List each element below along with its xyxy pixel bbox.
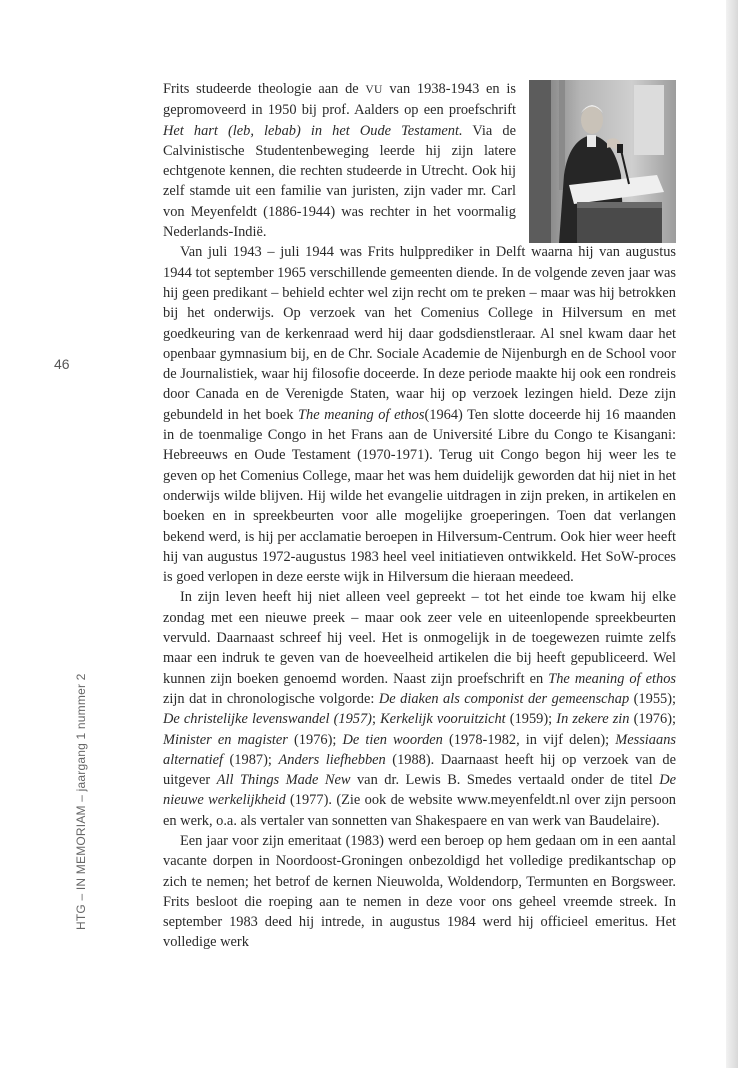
text-run: (1964) Ten slotte doceerde hij 16 maanden in de toenmalige Congo in het Frans aan de Université Libre du Congo te Kisangani: Hebreeuws en Oude Testament (1970-1971). Terug uit Congo begon hij weer les te geven op het Comenius College, maar het was hem duidelijk geworden dat hij niet in het onderwijs wilde blijven. Hij wilde het evangelie uitdragen in zijn preken, in artikelen en boeken en in spreekbeurten voor alle mogelijke groeperingen. Toen dat verlangen bekend werd, is hij per acclamatie beroepen in Hilversum-Centrum. Ook hier weer heeft hij van augustus 1972-augustus 1983 heel veel initiatieven ontwikkeld. Het SoW-proces is goed verlopen in deze eerste wijk in Hilversum die hieraan meedeed. — [163, 406, 677, 586]
paragraph-2 — [163, 242, 676, 587]
abbreviation-vu: VU — [365, 84, 383, 96]
text-run: Van juli 1943 – juli 1944 was Frits hulpprediker in Delft waarna hij van augustus 1944 tot september 1965 verschillende gemeenten diende. In de volgende zeven jaar was hij geen predikant – behield echter wel zijn recht om te preken – maar was hij betrokken bij het onderwijs. Op verzoek van het Comenius College in Hilversum en met goedkeuring van de kerkenraad werd hij daar godsdienstleraar. Al snel kwam daar het openbaar gymnasium bij, en de Chr. Sociale Academie de Nijenburgh en de School voor de Journalistiek, waar hij filosofie doceerde. In deze periode maakte hij ook een rondreis door Canada en de Verenigde Staten, waar hij op verzoek lezingen hield. Deze zijn gebundeld in het boek — [163, 244, 676, 423]
text-run: (1959); — [505, 711, 557, 728]
paragraph-4: Een jaar voor zijn emeritaat (1983) werd een beroep op hem gedaan om in een aantal vacante dorpen in Noordoost-Groningen onbezoldigd het volledige predikantschap op zich te nemen; het betrof de kernen Nieuwolda, Woldendorp, Termunten en Borgsweer. Frits besloot die roeping aan te nemen in deze voor ons geheel vreemde streek. In september 1983 deed hij intrede, in augustus 1984 werd hij officieel emeritus. Het volledige werk — [163, 832, 676, 951]
article-body — [163, 79, 676, 953]
text-run: (1977). (Zie ook de website www.meyenfeldt.nl over zijn persoon en werk, o.a. als vertaler van sonnetten van Shakespaere en van werk van Baudelaire). — [163, 792, 676, 829]
text-run: (1976); — [629, 711, 676, 728]
book-title: Minister en magister — [163, 731, 288, 748]
text-run: Via de Calvinistische Studentenbeweging leerde hij zijn latere echtgenote kennen, die rechten studeerde in Utrecht. Ook hij zelf stamde uit een familie van juristen, zijn vader mr. Carl von Meyenfeldt (1886-1944) was rechter in het voormalig Nederlands-Indië. — [163, 122, 516, 241]
text-run: (1955); — [629, 690, 676, 707]
book-title: De nieuwe werkelijkheid — [163, 772, 677, 809]
book-title: De tien woorden — [342, 731, 443, 748]
text-run: van dr. Lewis B. Smedes vertaald onder de titel — [350, 772, 660, 789]
paragraph-3 — [163, 587, 676, 831]
text-run: Frits studeerde theologie aan de — [163, 81, 366, 97]
text-run: (1976); — [287, 731, 343, 748]
running-head: HTG – IN MEMORIAM – jaargang 1 nummer 2 — [74, 673, 88, 930]
book-title: Messiaans alternatief — [163, 731, 676, 768]
book-title: De diaken als componist der gemeenschap — [378, 690, 630, 707]
book-title: All Things Made New — [216, 772, 351, 789]
book-title: Kerkelijk vooruitzicht — [380, 711, 506, 728]
page-edge-shadow — [726, 0, 738, 1068]
book-title: De christelijke levenswandel (1957) — [163, 711, 372, 728]
text-run: ; — [371, 711, 381, 728]
page-number: 46 — [54, 356, 70, 372]
text-run: (1978-1982, in vijf delen); — [442, 731, 616, 748]
text-run: van 1938-1943 en is gepromoveerd in 1950 bij prof. Aalders op een proefschrift — [163, 81, 516, 119]
text-run: (1988). Daarnaast heeft hij op verzoek van de uitgever — [163, 751, 676, 789]
book-title: In zekere zin — [556, 711, 630, 728]
text-run: (1987); — [222, 751, 279, 768]
dissertation-title: Het hart (leb, lebab) in het Oude Testament. — [163, 122, 463, 139]
book-title: The meaning of ethos — [548, 670, 677, 687]
text-run: In zijn leven heeft hij niet alleen veel gepreekt – tot het einde toe kwam hij elke zondag met een nieuwe preek – maar ook zeer vele en uiteenlopende spreekbeurten vervuld. Daarnaast schreef hij veel. Het is onmogelijk in de toegewezen ruimte zelfs maar een indruk te geven van de hoeveelheid artikelen die bij heeft gepubliceerd. Wel kunnen zijn boeken genoemd worden. Naast zijn proefschrift en — [163, 589, 676, 687]
book-title: Anders liefhebben — [278, 751, 386, 768]
book-title: The meaning of ethos — [298, 406, 425, 423]
text-run: zijn dat in chronologische volgorde: — [163, 690, 379, 707]
photo-spacer — [516, 79, 676, 242]
